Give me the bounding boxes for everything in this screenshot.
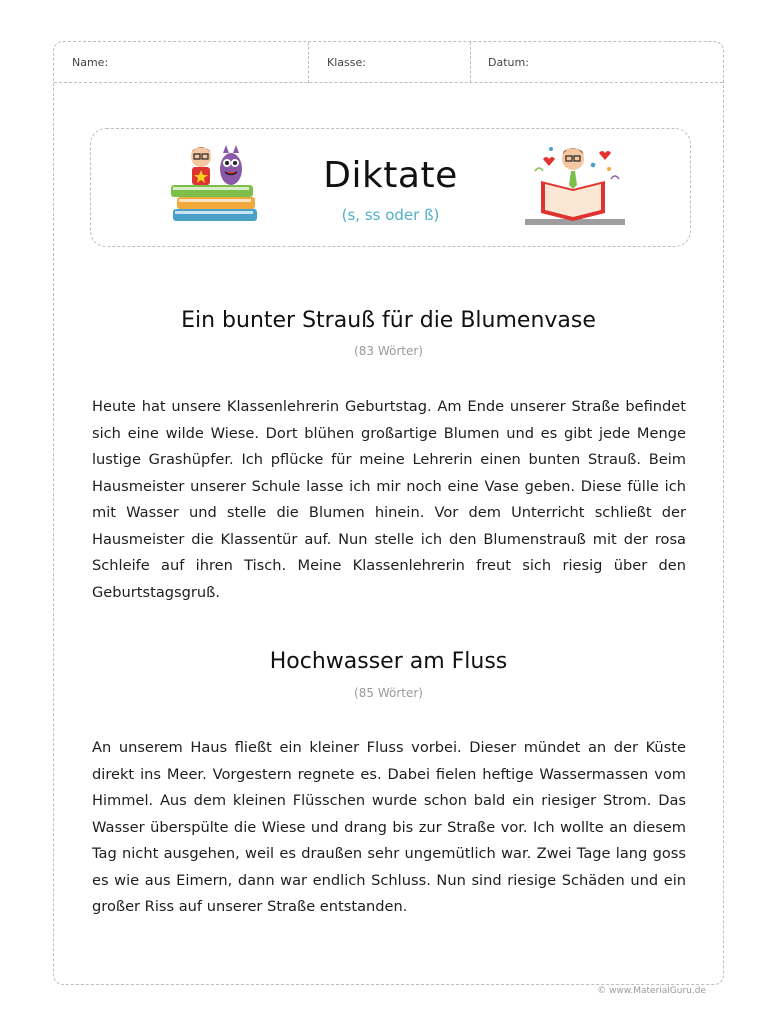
- dictation-text: An unserem Haus fließt ein kleiner Fluss vorbei. Dieser mündet an der Küste direkt ins Meer. Vorgestern regnete es. Dabei fielen heftige Wassermassen vom Himmel. Aus dem kleinen Flüsschen wurde schon bald ein riesiger Strom. Das Wasser überspülte die Wiese und drang bis zur Straße vor. Ich wollte an diesem Tag nicht ausgehen, weil es draußen sehr ungemütlich war. Zwei Tage lang goss es wie aus Eimern, dann war endlich Schluss. Nun sind riesige Schäden und ein großer Riss auf unserer Straße entstanden.: [92, 739, 686, 915]
- header-divider: [470, 42, 471, 83]
- section-title: Ein bunter Strauß für die Blumenvase: [181, 308, 596, 333]
- copyright-footer: © www.MaterialGuru.de: [597, 986, 706, 996]
- header-row: [54, 42, 723, 83]
- word-count: (85 Wörter): [354, 686, 423, 700]
- section-title: Hochwasser am Fluss: [269, 649, 508, 674]
- klasse-label: Klasse:: [327, 56, 366, 69]
- page-title: Diktate: [323, 155, 458, 196]
- title-box: [90, 128, 691, 247]
- name-label: Name:: [72, 56, 109, 69]
- page-subtitle: (s, ss oder ß): [341, 206, 440, 224]
- datum-label: Datum:: [488, 56, 529, 69]
- header-divider: [308, 42, 309, 83]
- dictation-text: Heute hat unsere Klassenlehrerin Geburtstag. Am Ende unserer Straße befindet sich eine wilde Wiese. Dort blühen großartige Blumen und es gibt jede Menge lustige Grashüpfer. Ich pflücke für meine Lehrerin einen bunten Strauß. Beim Hausmeister unserer Schule lasse ich mir noch eine Vase geben. Diese fülle ich mit Wasser und stelle die Blumen hinein. Vor dem Unterricht schließt der Hausmeister die Klassentür auf. Nun stelle ich den Blumenstrauß mit der rosa Schleife auf ihren Tisch. Meine Klassenlehrerin freut sich riesig über den Geburtstagsgruß.: [92, 398, 686, 601]
- word-count: (83 Wörter): [354, 344, 423, 358]
- kid-reading-book-illustration: [521, 141, 631, 235]
